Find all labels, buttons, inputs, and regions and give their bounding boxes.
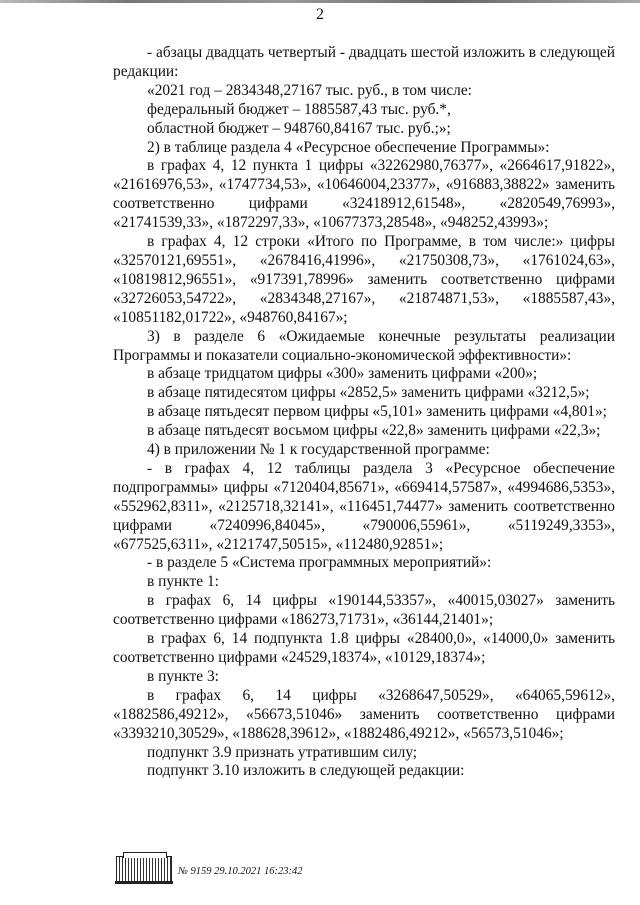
paragraph: в абзаце пятьдесят восьмом цифры «22,8» заменить цифрами «22,3»; (147, 422, 601, 440)
paragraph: в абзаце тридцатом цифры «300» заменить цифрами «200»; (147, 365, 538, 383)
page-number: 2 (316, 6, 324, 23)
paragraph: - в графах 4, 12 таблицы раздела 3 «Ресурсное обеспечение подпрограммы» цифры «7120404,85671», «669414,57587», «4994686,5353», «552962,8311», «2125718,32141», «116451,74477» заменить соответственно цифрами «7240996,84045», «790006,55961», «5119249,3353», «677525,6311», «2121747,50515», «112480,92851»; (113, 459, 615, 553)
paragraph: «2021 год – 2834348,27167 тыс. руб., в том числе: (147, 81, 472, 99)
building-seal-icon (116, 856, 172, 882)
paragraph: 3) в разделе 6 «Ожидаемые конечные результаты реализации Программы и показатели социально-экономической эффективности»: (113, 327, 615, 364)
paragraph: в пункте 1: (147, 573, 219, 591)
paragraph: в абзаце пятьдесят первом цифры «5,101» заменить цифрами «4,801»; (147, 403, 607, 421)
document-footer (116, 856, 516, 886)
paragraph: 4) в приложении № 1 к государственной программе: (147, 441, 490, 459)
scan-top-edge (0, 0, 640, 3)
paragraph: в пункте 3: (147, 667, 219, 685)
paragraph: в графах 6, 14 цифры «190144,53357», «40015,03027» заменить соответственно цифрами «186273,71731», «36144,21401»; (113, 592, 615, 629)
seal-roof (123, 852, 167, 858)
paragraph: областной бюджет – 948760,84167 тыс. руб.;»; (147, 119, 451, 137)
paragraph: в графах 6, 14 цифры «3268647,50529», «64065,59612», «1882586,49212», «56673,51046» заменить соответственно цифрами «3393210,30529», «188628,39612», «1882486,49212», «56573,51046»; (113, 686, 615, 742)
paragraph: - абзацы двадцать четвертый - двадцать шестой изложить в следующей редакции: (113, 44, 615, 80)
paragraph: 2) в таблице раздела 4 «Ресурсное обеспечение Программы»: (147, 138, 550, 156)
seal-base (115, 881, 173, 884)
paragraph: федеральный бюджет – 1885587,43 тыс. руб.*, (147, 100, 451, 118)
paragraph: в графах 6, 14 подпункта 1.8 цифры «28400,0», «14000,0» заменить соответственно цифрами «24529,18374», «10129,18374»; (113, 630, 615, 666)
paragraph: - в разделе 5 «Система программных мероприятий»: (147, 554, 492, 572)
document-body (113, 44, 615, 781)
paragraph: в графах 4, 12 строки «Итого по Программе, в том числе:» цифры «32570121,69551», «2678416,41996», «21750308,73», «1761024,63», «10819812,96551», «917391,78996» заменить соответственно цифрами «32726053,54722», «2834348,27167», «21874871,53», «1885587,43», «10851182,01722», «948760,84167»; (113, 233, 615, 326)
paragraph: в абзаце пятидесятом цифры «2852,5» заменить цифрами «3212,5»; (147, 384, 590, 402)
paragraph: подпункт 3.10 изложить в следующей редакции: (147, 762, 465, 780)
registration-number: № 9159 29.10.2021 16:23:42 (178, 866, 303, 877)
paragraph: в графах 4, 12 пункта 1 цифры «32262980,76377», «2664617,91822», «21616976,53», «1747734,53», «10646004,23377», «916883,38822» заменить соответственно цифрами «32418912,61548», «2820549,76993», «21741539,33», «1872297,33», «10677373,28548», «948252,43993»; (113, 157, 615, 232)
paragraph: подпункт 3.9 признать утратившим силу; (147, 743, 418, 761)
